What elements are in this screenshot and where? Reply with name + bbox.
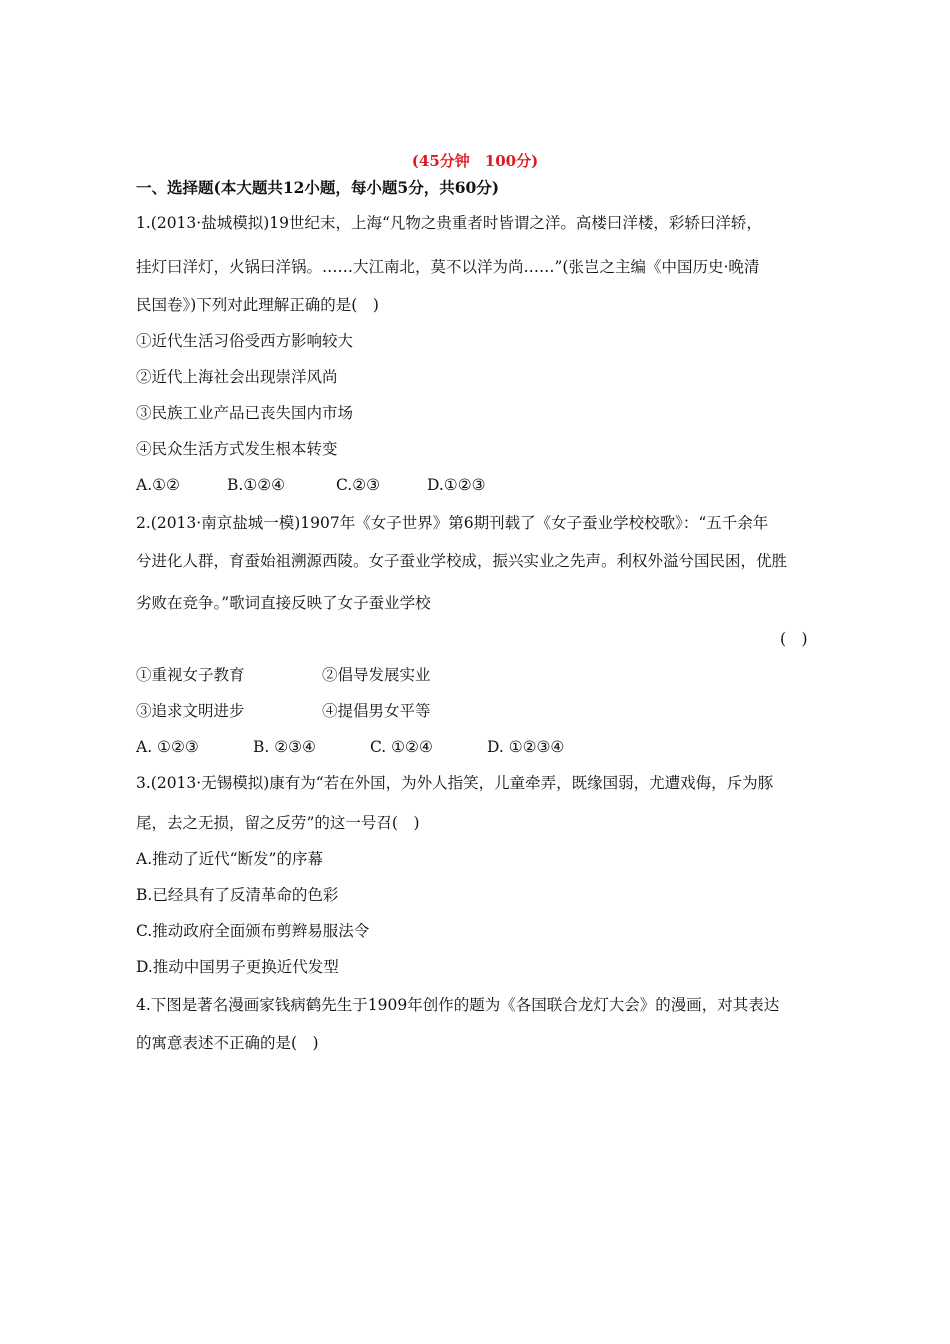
q4-line-1: 4.下图是著名漫画家钱病鹤先生于1909年创作的题为《各国联合龙灯大会》的漫画，对其表达 xyxy=(136,996,780,1014)
q2-items-row-1 xyxy=(136,665,816,685)
q2-option-c: C. ①②④ xyxy=(370,738,433,756)
q4-line-2: 的寓意表述不正确的是( ) xyxy=(136,1034,319,1052)
q1-item-1: ①近代生活习俗受西方影响较大 xyxy=(136,332,354,350)
q3-line-2: 尾，去之无损，留之反劳”的这一号召( ) xyxy=(136,814,420,832)
q3-line-1: 3.(2013·无锡模拟)康有为“若在外国，为外人指笑，儿童牵弄，既缘国弱，尤遭戏侮，斥为豚 xyxy=(136,774,774,792)
q1-item-2: ②近代上海社会出现崇洋风尚 xyxy=(136,368,338,386)
q1-item-4: ④民众生活方式发生根本转变 xyxy=(136,440,338,458)
q2-items-row-2 xyxy=(136,701,816,721)
q2-answer-paren: ( ) xyxy=(780,630,808,648)
time-score-header: (45分钟 100分) xyxy=(411,152,539,170)
q2-options xyxy=(136,737,816,757)
q2-item-3: ③追求文明进步 xyxy=(136,702,245,720)
q2-item-2: ②倡导发展实业 xyxy=(322,666,431,684)
q2-line-2: 兮进化人群，育蚕始祖溯源西陵。女子蚕业学校成，振兴实业之先声。利权外溢兮国民困，优胜 xyxy=(136,552,788,570)
q1-item-3: ③民族工业产品已丧失国内市场 xyxy=(136,404,354,422)
q2-option-a: A. ①②③ xyxy=(136,738,199,756)
q1-option-b: B.①②④ xyxy=(227,476,286,494)
q1-option-d: D.①②③ xyxy=(427,476,486,494)
q1-line-3: 民国卷》)下列对此理解正确的是( ) xyxy=(136,296,379,314)
q1-options xyxy=(136,475,816,495)
q3-option-a: A.推动了近代“断发”的序幕 xyxy=(136,850,323,868)
q1-line-1: 1.(2013·盐城模拟)19世纪末，上海“凡物之贵重者时皆谓之洋。高楼曰洋楼，彩轿曰洋轿， xyxy=(136,214,762,232)
q2-item-4: ④提倡男女平等 xyxy=(322,702,431,720)
q1-option-a: A.①② xyxy=(136,476,180,494)
q2-line-3: 劣败在竞争。”歌词直接反映了女子蚕业学校 xyxy=(136,594,431,612)
q1-line-2: 挂灯曰洋灯，火锅曰洋锅。……大江南北，莫不以洋为尚……”(张岂之主编《中国历史·晚清 xyxy=(136,258,760,276)
q2-option-b: B. ②③④ xyxy=(253,738,316,756)
q2-item-1: ①重视女子教育 xyxy=(136,666,245,684)
q2-option-d: D. ①②③④ xyxy=(487,738,565,756)
q3-option-d: D.推动中国男子更换近代发型 xyxy=(136,958,339,976)
q3-option-c: C.推动政府全面颁布剪辫易服法令 xyxy=(136,922,370,940)
q3-option-b: B.已经具有了反清革命的色彩 xyxy=(136,886,339,904)
section-title: 一、选择题(本大题共12小题，每小题5分，共60分) xyxy=(136,178,500,197)
q1-option-c: C.②③ xyxy=(336,476,381,494)
q2-line-1: 2.(2013·南京盐城一模)1907年《女子世界》第6期刊载了《女子蚕业学校校歌》：“五千余年 xyxy=(136,514,769,532)
